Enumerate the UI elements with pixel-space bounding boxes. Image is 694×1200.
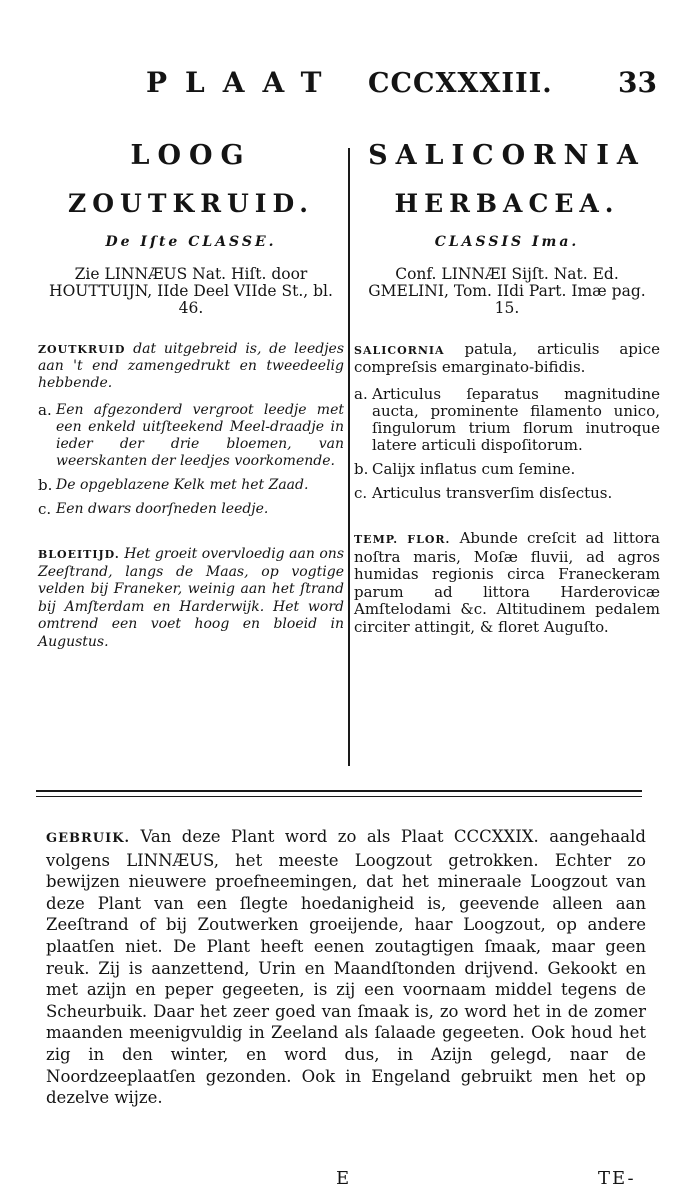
dutch-description [38,341,344,392]
dutch-reference: Zie LINNÆUS Nat. Hiſt. door HOUTTUIJN, IIde Deel VIIde St., bl. 46. [49,265,333,317]
dutch-class: De Iſte CLASSE. [105,234,277,250]
dutch-description-text: dat uitgebreid is, de leedjes aan 't end zamengedrukt en tweedeelig hebbende. [38,341,345,391]
dutch-description-lead: ZOUTKRUID [38,343,126,356]
dutch-figure-legend [38,402,344,518]
legend-text: Calijx inflatus cum ſemine. [372,460,576,478]
dutch-name-line1: LOOG [130,140,252,171]
latin-flowering-text: Abunde creſcit ad littora noſtra maris, Moſæ fluvii, ad agros humidas regionis circa Franeckeram parum ad littora Harderovicæ Amſtelodami &c. Altitudinem pedalem circiter attingit, & floret Auguſto. [354,529,660,636]
latin-flowering-lead: TEMP. FLOR. [354,533,451,546]
signature-mark: E [336,1168,350,1189]
legend-item [354,461,660,478]
latin-description [354,341,660,376]
latin-column [354,130,660,636]
legend-letter: c. [38,500,52,518]
dutch-flowering-lead: BLOEITIJD. [38,548,120,561]
column-divider [348,148,350,766]
latin-flowering-time [354,530,660,636]
latin-class: CLASSIS Ima. [434,234,580,250]
latin-description-text: patula, articulis apice compreſsis emarginato-bifidis. [354,340,660,376]
usage-text: Van deze Plant word zo als Plaat CCCXXIX. aangehaald volgens LINNÆUS, het meeste Loogzout getrokken. Echter zo bewijzen nieuwere proefneemingen, dat het mineraale Loogzout van deze Plant van een ſlegte hoedanigheid is, geevende alleen aan Zeeſtrand of bij Zoutwerken groeijende, haar Loogzout, op andere plaatſen niet. De Plant heeft eenen zoutagtigen ſmaak, maar geen reuk. Zij is aanzettend, Urin en Maandſtonden drijvend. Gekookt en met azijn en peper gegeeten, is zij een voornaam middel tegens de Scheurbuik. Daar het zeer goed van ſmaak is, zo word het in de zomer maanden meenigvuldig in Zeeland als ſalaade gegeeten. Ook houd het zig in den winter, en word dus, in Azijn gelegd, naar de Noordzeeplaatſen gezonden. Ook in Engeland gebruikt men het op dezelve wijze. [46,827,646,1108]
legend-letter: a. [354,385,368,403]
latin-name-line2: HERBACEA. [394,189,620,218]
plate-number: CCCXXXIII. [368,68,553,99]
legend-item [354,386,660,454]
dutch-flowering-time [38,546,344,651]
dutch-flowering-text: Het groeit overvloedig aan ons Zeeſtrand, langs de Maas, op vogtige velden bij Franeker, weinig aan het ſtrand bij Amſterdam en Harderwijk. Het word omtrend een voet hoog en bloeid in Augustus. [38,546,344,650]
latin-figure-legend [354,386,660,502]
dutch-name-line2: ZOUTKRUID. [68,189,314,218]
latin-description-lead: SALICORNIA [354,344,445,357]
catchword: TE- [598,1168,636,1189]
latin-reference: Conf. LINNÆI Sijſt. Nat. Ed. GMELINI, Tom. IIdi Part. Imæ pag. 15. [368,265,646,317]
legend-letter: b. [354,460,369,478]
latin-name-line1: SALICORNIA [368,140,646,171]
legend-text: Een dwars doorſneden leedje. [56,501,269,517]
legend-text: De opgeblazene Kelk met het Zaad. [56,477,309,493]
legend-item [38,402,344,470]
legend-item [38,501,344,518]
legend-item [354,485,660,502]
legend-text: Articulus transverſim disſectus. [372,484,613,502]
usage-lead: GEBRUIK. [46,831,131,846]
page-number: 33 [618,66,657,99]
legend-text: Articulus ſeparatus magnitudine aucta, prominente filamento unico, ſingulorum trium florum inutroque latere articuli dispoſitorum. [372,385,660,454]
plate-heading: PLAAT [146,66,340,99]
legend-item [38,477,344,494]
legend-letter: c. [354,484,368,502]
legend-letter: b. [38,476,53,494]
usage-paragraph [46,826,646,1109]
dutch-column [38,130,344,651]
legend-text: Een afgezonderd vergroot leedje met een enkeld uitſteekend Meel-draadje in ieder der drie bloemen, van weerskanten der leedjes voorkomende. [56,402,344,469]
section-rule [36,790,642,797]
legend-letter: a. [38,401,52,419]
